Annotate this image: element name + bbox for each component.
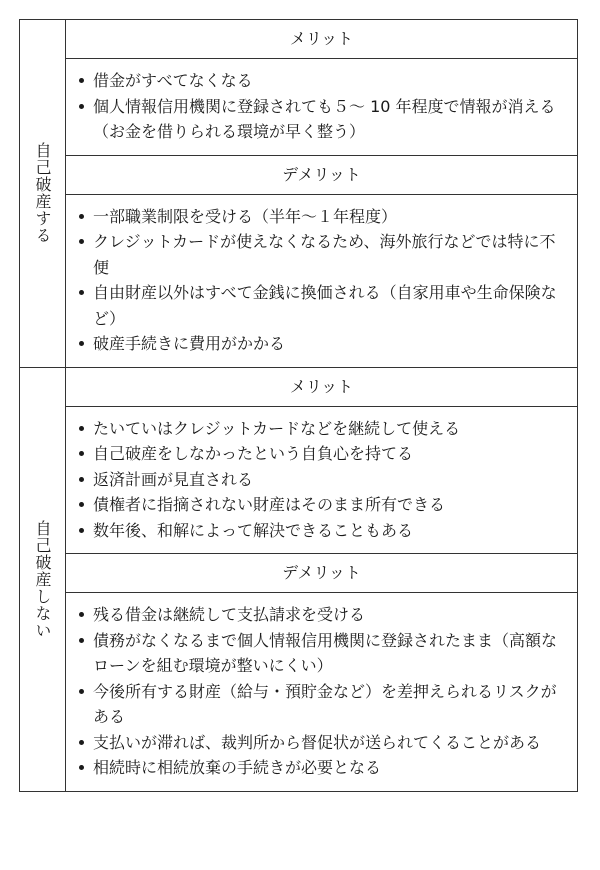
merit-list [66, 407, 577, 554]
demerit-section [66, 155, 577, 367]
side-label-cell [20, 368, 66, 791]
merit-list [66, 59, 577, 155]
list-item: 債権者に指摘されない財産はそのまま所有できる [76, 492, 567, 518]
side-label: 自己破産しない [33, 519, 52, 639]
list-item: 支払いが滞れば、裁判所から督促状が送られてくることがある [76, 730, 567, 756]
list-item: 債務がなくなるまで個人情報信用機関に登録されたまま（高額なローンを組む環境が整いにくい） [76, 628, 567, 679]
side-label-cell [20, 20, 66, 367]
list-item: 自由財産以外はすべて金銭に換価される（自家用車や生命保険など） [76, 280, 567, 331]
list-item: 数年後、和解によって解決できることもある [76, 518, 567, 544]
demerit-heading: デメリット [66, 553, 577, 593]
merit-section [66, 20, 577, 155]
merit-heading: メリット [66, 368, 577, 407]
merit-section [66, 368, 577, 554]
list-item: 相続時に相続放棄の手続きが必要となる [76, 755, 567, 781]
block-content [66, 20, 577, 367]
list-item: たいていはクレジットカードなどを継続して使える [76, 416, 567, 442]
list-item: 今後所有する財産（給与・預貯金など）を差押えられるリスクがある [76, 679, 567, 730]
demerit-section [66, 553, 577, 791]
merit-heading: メリット [66, 20, 577, 59]
block-no-bankruptcy [20, 368, 577, 791]
list-item: 個人情報信用機関に登録されても５〜 10 年程度で情報が消える（お金を借りられる環境が早く整う） [76, 94, 567, 145]
list-item: 一部職業制限を受ける（半年〜１年程度） [76, 204, 567, 230]
list-item: 残る借金は継続して支払請求を受ける [76, 602, 567, 628]
list-item: クレジットカードが使えなくなるため、海外旅行などでは特に不便 [76, 229, 567, 280]
list-item: 借金がすべてなくなる [76, 68, 567, 94]
list-item: 自己破産をしなかったという自負心を持てる [76, 441, 567, 467]
demerit-list [66, 593, 577, 791]
list-item: 返済計画が見直される [76, 467, 567, 493]
list-item: 破産手続きに費用がかかる [76, 331, 567, 357]
demerit-list [66, 195, 577, 367]
comparison-table [19, 19, 578, 792]
block-bankruptcy [20, 20, 577, 368]
block-content [66, 368, 577, 791]
demerit-heading: デメリット [66, 155, 577, 195]
side-label: 自己破産する [33, 142, 52, 245]
